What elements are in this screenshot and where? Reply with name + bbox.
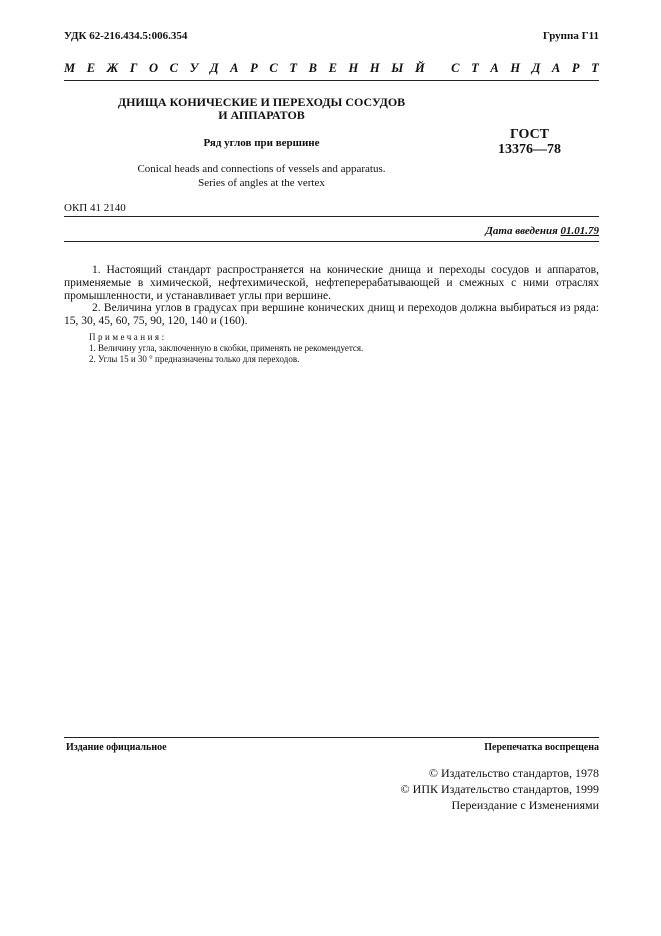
gost-code: 13376—78 — [498, 142, 561, 157]
effective-date-value: 01.01.79 — [560, 225, 599, 237]
banner-letter: С — [451, 61, 460, 75]
banner-letter: Е — [86, 61, 96, 75]
banner-letter: Е — [328, 61, 337, 75]
document-title — [64, 96, 459, 122]
udk-code: УДК 62-216.434.5:006.354 — [64, 30, 188, 42]
banner-letter: Р — [571, 61, 580, 75]
notes-heading: Примечания: — [89, 332, 167, 342]
interstate-standard-banner — [64, 61, 599, 76]
banner-letter: Т — [289, 61, 297, 75]
header-rule — [64, 80, 599, 81]
gost-number — [462, 127, 597, 157]
banner-letter: Ж — [106, 61, 119, 75]
banner-letter: С — [269, 61, 278, 75]
banner-letter: Н — [348, 61, 359, 75]
banner-letter: Й — [415, 61, 425, 75]
banner-letter: Т — [591, 61, 599, 75]
banner-letter: Д — [531, 61, 541, 75]
english-title-line-1: Conical heads and connections of vessels and apparatus. — [137, 163, 386, 175]
english-title-line-2: Series of angles at the vertex — [198, 177, 325, 189]
okp-rule — [64, 216, 599, 217]
copyright-1999: © ИПК Издательство стандартов, 1999 — [400, 782, 599, 796]
date-rule — [64, 241, 599, 242]
note-2: 2. Углы 15 и 30 ° предназначены только для переходов. — [89, 354, 300, 364]
banner-letter: М — [64, 61, 76, 75]
banner-letter: А — [551, 61, 561, 75]
english-title — [64, 162, 459, 190]
banner-letter: А — [490, 61, 499, 75]
paragraph-1: 1. Настоящий стандарт распространяется на конические днища и переходы сосудов и аппаратов, применяемые в химической, нефтехимической, нефтеперерабатывающей и смежных с ними отраслях промышленности, и устанавливает углы при вершине. — [64, 264, 599, 302]
official-edition: Издание официальное — [66, 742, 167, 753]
effective-date-label: Дата введения — [485, 225, 558, 237]
banner-letter: С — [169, 61, 179, 75]
reissue-note: Переиздание с Изменениями — [451, 798, 599, 812]
banner-letter: Д — [209, 61, 219, 75]
group-code: Группа Г11 — [542, 30, 599, 42]
title-line-2: И АППАРАТОВ — [218, 108, 305, 122]
banner-letter: Р — [250, 61, 258, 75]
effective-date — [485, 225, 599, 237]
banner-letter: Ы — [391, 61, 404, 75]
banner-letter: Н — [369, 61, 380, 75]
banner-letter: Н — [510, 61, 521, 75]
banner-letter: Т — [471, 61, 479, 75]
banner-letter — [436, 61, 439, 76]
banner-letter: Г — [129, 61, 138, 75]
title-line-1: ДНИЩА КОНИЧЕСКИЕ И ПЕРЕХОДЫ СОСУДОВ — [117, 95, 406, 109]
copyright-1978: © Издательство стандартов, 1978 — [428, 766, 599, 780]
gost-label: ГОСТ — [509, 127, 550, 142]
reprint-prohibited: Перепечатка воспрещена — [484, 742, 599, 753]
paragraph-2: 2. Величина углов в градусах при вершине конических днищ и переходов должна выбираться из ряда: 15, 30, 45, 60, 75, 90, 120, 140 и (160). — [64, 302, 599, 327]
footer-rule — [64, 737, 599, 738]
banner-letter: В — [308, 61, 317, 75]
banner-letter: А — [230, 61, 239, 75]
okp-code: ОКП 41 2140 — [64, 202, 126, 214]
document-subtitle: Ряд углов при вершине — [203, 137, 320, 149]
notes-block — [89, 332, 599, 365]
note-1: 1. Величину угла, заключенную в скобки, применять не рекомендуется. — [89, 343, 364, 353]
banner-letter: О — [149, 61, 159, 75]
banner-letter: У — [189, 61, 199, 75]
